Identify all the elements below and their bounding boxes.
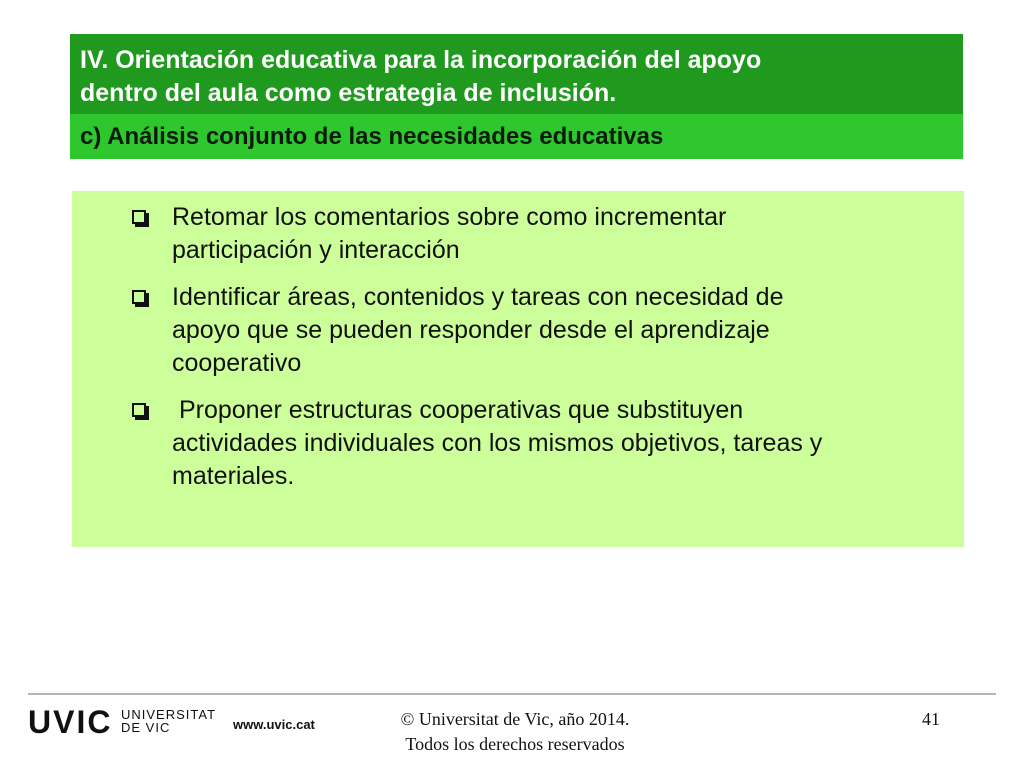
bullet-line: Identificar áreas, contenidos y tareas con necesidad de: [172, 283, 784, 311]
title-line-1: IV. Orientación educativa para la incorporación del apoyo: [80, 46, 762, 74]
bullet-line: apoyo que se pueden responder desde el aprendizaje: [172, 316, 770, 344]
checkbox-bullet-icon: [132, 403, 146, 417]
page-number: 41: [922, 709, 940, 729]
subtitle-text: c) Análisis conjunto de las necesidades educativas: [80, 123, 664, 150]
footer-divider: [28, 693, 996, 695]
copyright-notice: [370, 707, 660, 757]
bullet-text: [172, 394, 932, 493]
bullet-line: participación y interacción: [172, 236, 460, 264]
bullet-line: actividades individuales con los mismos objetivos, tareas y: [172, 429, 823, 457]
bullet-text: [172, 201, 932, 267]
copyright-line-2: Todos los derechos reservados: [405, 734, 625, 754]
bullet-line: Proponer estructuras cooperativas que substituyen: [172, 396, 744, 424]
website-link[interactable]: www.uvic.cat: [233, 717, 315, 732]
content-panel: [72, 191, 964, 547]
bullet-text: [172, 281, 932, 380]
copyright-line-1: © Universitat de Vic, año 2014.: [400, 709, 630, 729]
bullet-line: cooperativo: [172, 349, 302, 377]
checkbox-bullet-icon: [132, 290, 146, 304]
logo-line-2: DE VIC: [121, 720, 171, 735]
title-line-2: dentro del aula como estrategia de inclusión.: [80, 79, 617, 107]
bullet-line: materiales.: [172, 462, 295, 490]
logo-line-1: UNIVERSITAT: [121, 707, 217, 722]
subtitle-banner: [70, 114, 963, 159]
title-banner: [70, 34, 963, 114]
bullet-line: Retomar los comentarios sobre como incrementar: [172, 203, 727, 231]
logo-mark: UVIC: [28, 704, 113, 740]
logo-text: [121, 708, 216, 734]
checkbox-bullet-icon: [132, 210, 146, 224]
